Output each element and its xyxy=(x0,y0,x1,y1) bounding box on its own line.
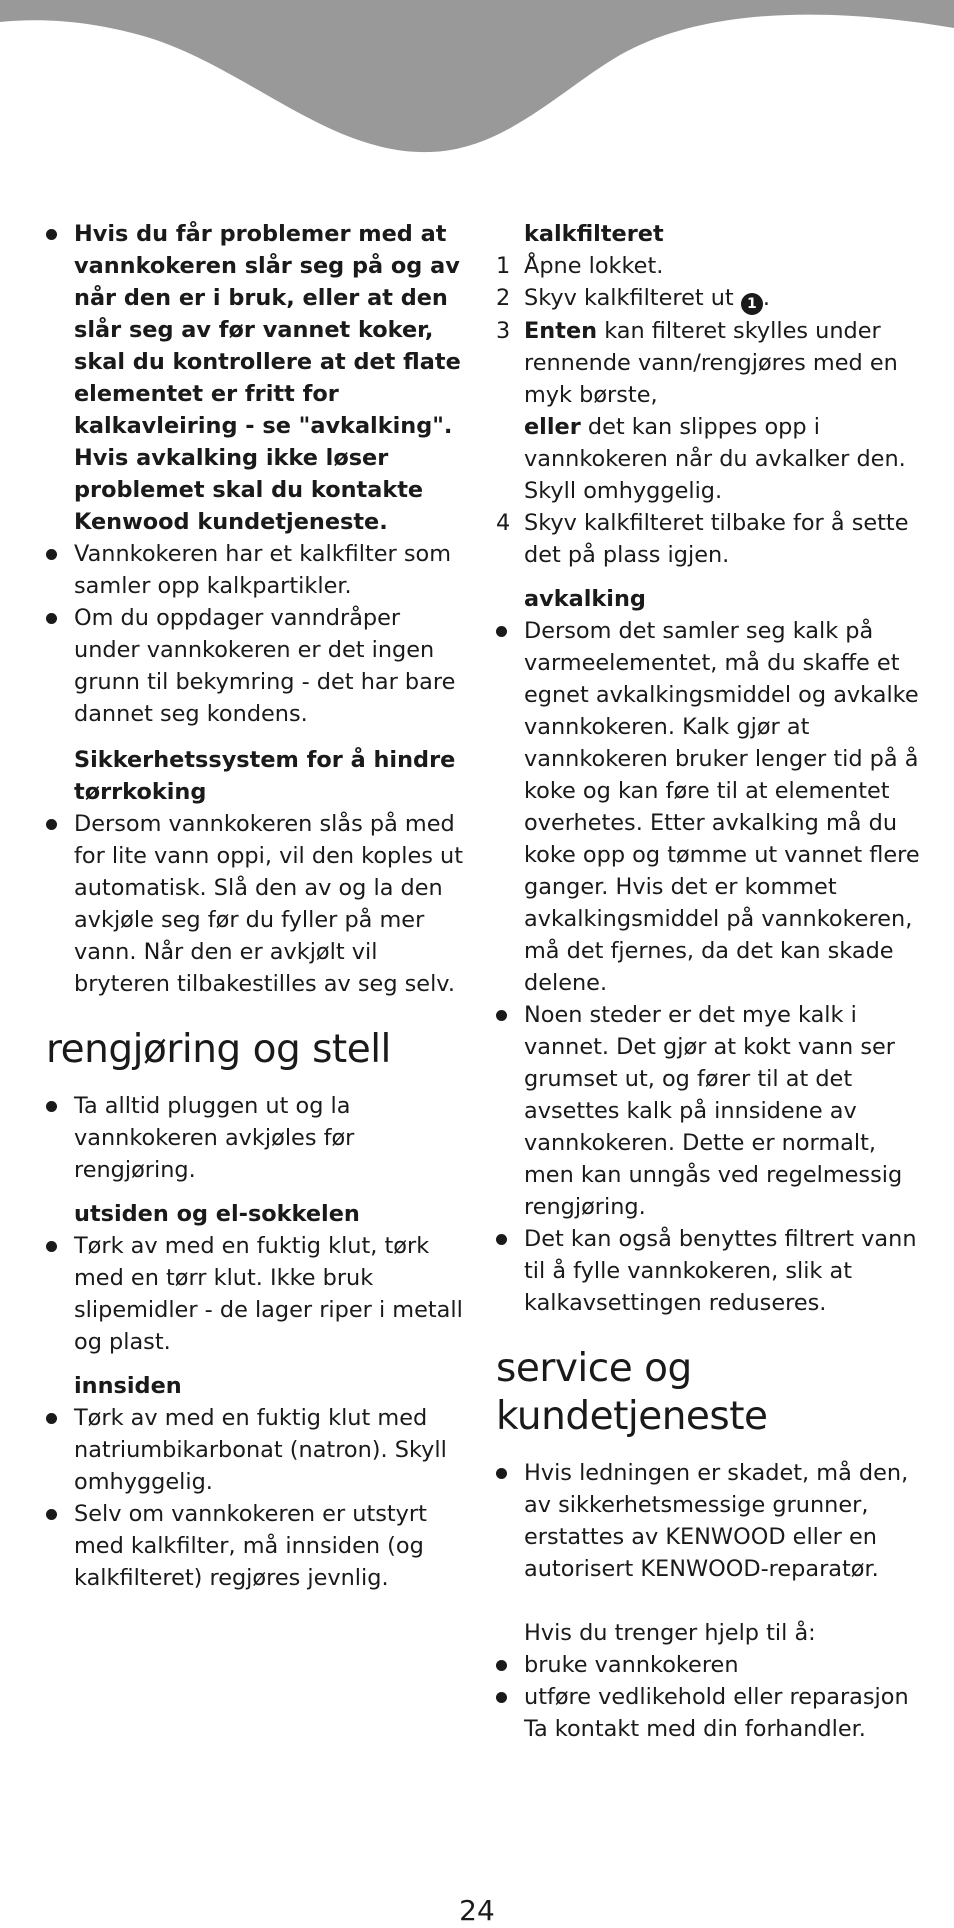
section-heading-service: service og kundetjeneste xyxy=(496,1346,768,1439)
step-item: 1 Åpne lokket. xyxy=(496,253,664,279)
step-item: 2 Skyv kalkfilteret ut 1 . xyxy=(496,282,926,315)
subheading-outside: utsiden og el-sokkelen xyxy=(74,1201,360,1227)
contact-text: Ta kontakt med din forhandler. xyxy=(524,1716,866,1742)
bullet-icon xyxy=(46,1509,57,1520)
list-item: Tørk av med en fuktig klut, tørk med en tørr klut. Ikke bruk slipemidler - de lager riper i metall og plast. xyxy=(46,1230,466,1358)
list-item: Tørk av med en fuktig klut med natriumbikarbonat (natron). Skyll omhyggelig. xyxy=(46,1402,466,1498)
list-item: Selv om vannkokeren er utstyrt med kalkfilter, må innsiden (og kalkfilteret) regjøres jevnlig. xyxy=(46,1498,466,1594)
bullet-icon xyxy=(496,1692,507,1703)
bullet-icon xyxy=(496,1234,507,1245)
bullet-icon xyxy=(46,819,57,830)
header-wave-decoration xyxy=(0,0,954,160)
bullet-icon xyxy=(46,1101,57,1112)
right-column xyxy=(496,218,926,1745)
list-item: Dersom vannkokeren slås på med for lite vann oppi, vil den koples ut automatisk. Slå den av og la den avkjøle seg før du fyller på mer vann. Når den er avkjølt vil bryteren tilbakestilles av seg selv. xyxy=(46,808,466,1000)
list-item: Ta alltid pluggen ut og la vannkokeren avkjøles før rengjøring. xyxy=(46,1090,466,1186)
subheading-descaling: avkalking xyxy=(524,586,646,612)
subheading-filter: kalkfilteret xyxy=(524,221,664,247)
section-heading-cleaning: rengjøring og stell xyxy=(46,1027,391,1072)
step-item: 4 Skyv kalkfilteret tilbake for å sette det på plass igjen. xyxy=(496,510,909,568)
bullet-icon xyxy=(496,626,507,637)
bullet-icon xyxy=(496,1660,507,1671)
bullet-icon xyxy=(46,613,57,624)
list-item: Om du oppdager vanndråper under vannkokeren er det ingen grunn til bekymring - det har bare dannet seg kondens. xyxy=(46,602,466,730)
bullet-icon xyxy=(46,1241,57,1252)
bullet-icon xyxy=(496,1010,507,1021)
help-intro: Hvis du trenger hjelp til å: xyxy=(524,1620,816,1646)
bullet-icon xyxy=(496,1468,507,1479)
bullet-icon xyxy=(46,549,57,560)
list-item: bruke vannkokeren xyxy=(496,1649,926,1681)
step-item: 3 Enten kan filteret skylles under rennende vann/rengjøres med en myk børste, xyxy=(496,318,898,408)
list-item: Hvis ledningen er skadet, må den, av sikkerhetsmessige grunner, erstattes av KENWOOD eller en autorisert KENWOOD-reparatør. xyxy=(496,1457,926,1585)
step-item-continuation: eller det kan slippes opp i vannkokeren når du avkalker den. Skyll omhyggelig. xyxy=(524,414,906,504)
list-item: Vannkokeren har et kalkfilter som samler opp kalkpartikler. xyxy=(46,538,466,602)
bullet-icon xyxy=(46,1413,57,1424)
left-column xyxy=(46,218,466,1594)
bullet-icon xyxy=(46,229,57,240)
subheading-inside: innsiden xyxy=(74,1373,182,1399)
figure-ref-badge: 1 xyxy=(741,293,763,315)
list-item: Det kan også benyttes filtrert vann til å fylle vannkokeren, slik at kalkavsettingen reduseres. xyxy=(496,1223,926,1319)
list-item: Dersom det samler seg kalk på varmeelementet, må du skaffe et egnet avkalkingsmiddel og avkalke vannkokeren. Kalk gjør at vannkokeren bruker lenger tid på å koke og kan føre til at elementet overhetes. Etter avkalking må du koke opp og tømme ut vannet flere ganger. Hvis det er kommet avkalkingsmiddel på vannkokeren, må det fjernes, da det kan skade delene. xyxy=(496,615,926,999)
spacer xyxy=(496,1585,926,1617)
page-number: 24 xyxy=(459,1894,495,1927)
list-item: Hvis du får problemer med at vannkokeren slår seg på og av når den er i bruk, eller at den slår seg av før vannet koker, skal du kontrollere at det flate elementet er fritt for kalkavleiring - se "avkalking". Hvis avkalking ikke løser problemet skal du kontakte Kenwood kundetjeneste. xyxy=(46,218,466,538)
subheading-safety: Sikkerhetssystem for å hindre tørrkoking xyxy=(74,747,456,805)
list-item: utføre vedlikehold eller reparasjon xyxy=(496,1681,926,1713)
list-item: Noen steder er det mye kalk i vannet. Det gjør at kokt vann ser grumset ut, og fører til at det avsettes kalk på innsidene av vannkokeren. Dette er normalt, men kan unngås ved regelmessig rengjøring. xyxy=(496,999,926,1223)
